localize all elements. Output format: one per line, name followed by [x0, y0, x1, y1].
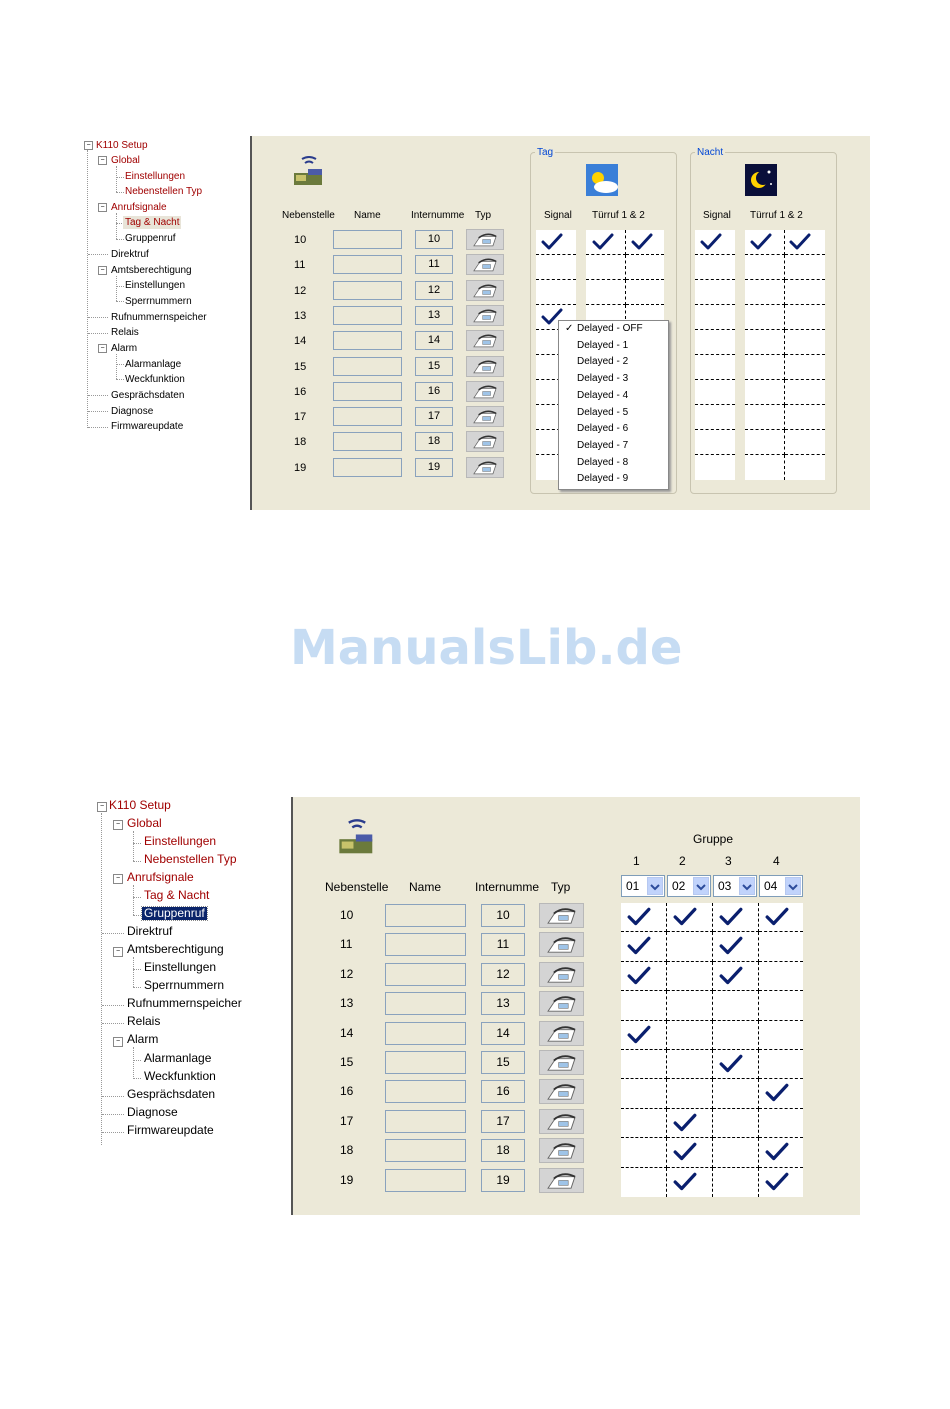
- tree-item-sperrnummern[interactable]: Sperrnummern: [144, 978, 225, 992]
- internal-number-field[interactable]: 18: [481, 1139, 525, 1162]
- tag-tuerruf1-cell[interactable]: [586, 255, 626, 280]
- moon-icon: [745, 164, 777, 196]
- extension-number: 16: [294, 385, 307, 398]
- tree-item-global[interactable]: Global: [111, 155, 140, 166]
- group-cell[interactable]: [621, 1079, 667, 1108]
- tree-item-relais[interactable]: Relais: [111, 327, 139, 338]
- tree-item-direktruf[interactable]: Direktruf: [111, 249, 149, 260]
- internal-number-field[interactable]: 11: [481, 933, 525, 956]
- tree-item-einstellungen[interactable]: Einstellungen: [144, 834, 217, 848]
- checkmark-icon: [627, 936, 651, 961]
- tag-tuerruf-header: Türruf 1 & 2: [592, 210, 645, 221]
- name-field[interactable]: [333, 407, 402, 426]
- tree-item-alarm[interactable]: Alarm: [111, 343, 138, 354]
- checkmark-icon: [627, 1025, 651, 1050]
- group-cell[interactable]: [621, 1168, 667, 1197]
- checkmark-icon: [719, 966, 743, 991]
- nacht-tuerruf1-cell[interactable]: [745, 330, 785, 355]
- collapse-icon[interactable]: −: [98, 203, 107, 212]
- internal-number-field[interactable]: 14: [415, 331, 453, 350]
- nacht-signal-cell[interactable]: [695, 455, 735, 480]
- nacht-tuerruf-column: [745, 230, 825, 480]
- menu-item-delay[interactable]: [559, 338, 668, 355]
- nacht-tuerruf1-cell[interactable]: [745, 430, 785, 455]
- nacht-tuerruf1-cell[interactable]: [745, 455, 785, 480]
- internal-number-field[interactable]: 10: [415, 230, 453, 249]
- name-field[interactable]: [333, 306, 402, 325]
- tree-item-anrufsignale[interactable]: Anrufsignale: [127, 870, 194, 884]
- tag-signal-cell[interactable]: [536, 280, 576, 305]
- group-cell[interactable]: [621, 991, 667, 1020]
- extension-number: 15: [340, 1055, 354, 1069]
- phone-type-icon[interactable]: [466, 280, 504, 301]
- nacht-signal-cell[interactable]: [695, 330, 735, 355]
- menu-item-label: Delayed - 8: [577, 456, 629, 468]
- checkmark-icon: [765, 907, 789, 932]
- tree-item-tag-nacht[interactable]: Tag & Nacht: [125, 217, 180, 228]
- collapse-icon[interactable]: −: [97, 802, 107, 812]
- internal-number-field[interactable]: 15: [481, 1051, 525, 1074]
- nacht-tuerruf2-cell[interactable]: [785, 405, 825, 430]
- checkmark-icon: [627, 907, 651, 932]
- col-header-internumme: Internumme: [475, 880, 540, 894]
- group-cell[interactable]: [621, 1109, 667, 1138]
- group-select-value: 03: [718, 879, 732, 893]
- tree-item-gespraechsdaten[interactable]: Gesprächsdaten: [111, 390, 185, 401]
- extension-number: 13: [294, 309, 307, 322]
- phone-type-icon[interactable]: [466, 356, 504, 377]
- menu-item-label: Delayed - 6: [577, 423, 629, 435]
- group-number-1: 1: [633, 854, 640, 868]
- tree-item-relais[interactable]: Relais: [127, 1014, 161, 1028]
- extension-number: 18: [294, 436, 307, 449]
- group-cell[interactable]: [759, 1050, 803, 1079]
- extension-number: 12: [340, 966, 354, 981]
- tree-item-einstellungen[interactable]: Einstellungen: [125, 171, 186, 182]
- tag-tuerruf2-cell[interactable]: [626, 280, 664, 305]
- internal-number-field[interactable]: 16: [415, 382, 453, 401]
- internal-number-field[interactable]: 11: [415, 255, 453, 274]
- checkmark-icon: [719, 907, 743, 932]
- extension-number: 13: [340, 996, 354, 1011]
- col-header-name: Name: [409, 880, 442, 894]
- panel-divider: [291, 797, 293, 1215]
- group-cell[interactable]: [713, 1079, 759, 1108]
- phone-type-icon[interactable]: [539, 1050, 584, 1075]
- name-field[interactable]: [385, 1169, 466, 1192]
- checkmark-icon: [627, 966, 651, 991]
- chevron-down-icon[interactable]: [647, 877, 663, 895]
- menu-item-delay[interactable]: [559, 321, 668, 338]
- collapse-icon[interactable]: −: [98, 266, 107, 275]
- col-header-name: Name: [354, 210, 381, 221]
- group-cell[interactable]: [667, 991, 713, 1020]
- tree-item-nebenstellen-typ[interactable]: Nebenstellen Typ: [144, 852, 237, 866]
- extension-number: 11: [294, 259, 306, 272]
- group-cell[interactable]: [621, 1138, 667, 1167]
- tree-view-2: [93, 797, 288, 1147]
- watermark-text: ManualsLib.de: [290, 620, 683, 676]
- extension-number: 14: [294, 335, 307, 348]
- extension-number: 17: [340, 1113, 354, 1128]
- menu-item-delay[interactable]: [559, 405, 668, 422]
- nacht-tuerruf2-cell[interactable]: [785, 355, 825, 380]
- check-mark-icon: ✓: [565, 323, 574, 334]
- group-cell[interactable]: [713, 1138, 759, 1167]
- phone-type-icon[interactable]: [539, 1138, 584, 1163]
- extension-number: 10: [294, 234, 307, 246]
- extension-number: 10: [340, 908, 354, 922]
- tree-item-gespraechsdaten[interactable]: Gesprächsdaten: [127, 1087, 216, 1101]
- nacht-tuerruf2-cell[interactable]: [785, 330, 825, 355]
- tree-item-gruppenruf[interactable]: Gruppenruf: [125, 233, 176, 244]
- name-field[interactable]: [333, 382, 402, 401]
- extension-number: 17: [294, 411, 307, 424]
- checkmark-icon: [765, 1172, 789, 1197]
- nacht-tuerruf1-cell[interactable]: [745, 405, 785, 430]
- menu-item-label: Delayed - 4: [577, 389, 629, 401]
- group-cell[interactable]: [759, 1109, 803, 1138]
- phone-type-icon[interactable]: [466, 229, 504, 250]
- phone-type-icon[interactable]: [466, 305, 504, 326]
- group-cell[interactable]: [667, 1050, 713, 1079]
- tree-item-tag-nacht[interactable]: Tag & Nacht: [144, 888, 210, 902]
- extension-number: 19: [340, 1172, 354, 1187]
- name-field[interactable]: [385, 1139, 466, 1162]
- group-cell[interactable]: [713, 991, 759, 1020]
- nacht-tuerruf2-cell[interactable]: [785, 455, 825, 480]
- tag-tuerruf2-cell[interactable]: [626, 255, 664, 280]
- nacht-signal-cell[interactable]: [695, 255, 735, 280]
- internal-number-field[interactable]: 17: [481, 1110, 525, 1133]
- tree-item-alarmanlage[interactable]: Alarmanlage: [144, 1051, 212, 1065]
- group-number-3: 3: [725, 854, 732, 868]
- phone-type-icon[interactable]: [539, 1021, 584, 1046]
- collapse-icon[interactable]: −: [98, 344, 107, 353]
- tree-root[interactable]: K110 Setup: [96, 140, 148, 151]
- tree-item-rufnummernspeicher[interactable]: Rufnummernspeicher: [111, 312, 207, 323]
- menu-item-delay[interactable]: [559, 471, 668, 488]
- group-select-3[interactable]: [713, 875, 757, 897]
- tree-item-sperrnummern[interactable]: Sperrnummern: [125, 296, 192, 307]
- col-header-nebenstelle: Nebenstelle: [282, 210, 335, 221]
- menu-item-delay[interactable]: [559, 354, 668, 371]
- nacht-signal-cell[interactable]: [695, 355, 735, 380]
- extension-number: 14: [340, 1025, 354, 1040]
- phone-type-icon[interactable]: [539, 932, 584, 957]
- nacht-signal-header: Signal: [703, 210, 731, 221]
- tree-item-weckfunktion[interactable]: Weckfunktion: [125, 374, 185, 385]
- col-header-typ: Typ: [475, 210, 492, 221]
- collapse-icon[interactable]: −: [113, 947, 123, 957]
- group-cell[interactable]: [759, 991, 803, 1020]
- menu-item-label: Delayed - 2: [577, 356, 629, 368]
- nacht-tuerruf-header: Türruf 1 & 2: [750, 210, 803, 221]
- internal-number-field[interactable]: 10: [481, 904, 525, 927]
- internal-number-field[interactable]: 13: [415, 306, 453, 325]
- internal-number-field[interactable]: 16: [481, 1080, 525, 1103]
- group-cell[interactable]: [667, 932, 713, 961]
- checkmark-icon: [700, 233, 722, 256]
- menu-item-label: Delayed - OFF: [577, 323, 643, 334]
- nacht-tuerruf2-cell[interactable]: [785, 430, 825, 455]
- tree-item-amtsberechtigung[interactable]: Amtsberechtigung: [111, 265, 192, 276]
- tree-item-diagnose[interactable]: Diagnose: [111, 406, 154, 417]
- group-cell[interactable]: [759, 1021, 803, 1050]
- col-header-typ: Typ: [551, 880, 571, 894]
- extension-number: 11: [340, 937, 353, 952]
- nacht-tuerruf1-cell[interactable]: [745, 255, 785, 280]
- group-select-value: 04: [764, 879, 778, 893]
- collapse-icon[interactable]: −: [98, 156, 107, 165]
- name-field[interactable]: [385, 992, 466, 1015]
- name-field[interactable]: [385, 1110, 466, 1133]
- tree-item-anrufsignale[interactable]: Anrufsignale: [111, 202, 167, 213]
- phone-type-icon[interactable]: [466, 330, 504, 351]
- internal-number-field[interactable]: 13: [481, 992, 525, 1015]
- tree-item-nebenstellen-typ[interactable]: Nebenstellen Typ: [125, 186, 203, 197]
- phone-type-icon[interactable]: [539, 991, 584, 1016]
- checkmark-icon: [719, 936, 743, 961]
- tree-item-einstellungen-2[interactable]: Einstellungen: [125, 280, 186, 291]
- phone-type-icon[interactable]: [466, 457, 504, 478]
- tree-item-direktruf[interactable]: Direktruf: [127, 924, 173, 938]
- nacht-signal-cell[interactable]: [695, 405, 735, 430]
- name-field[interactable]: [385, 1022, 466, 1045]
- phone-type-icon[interactable]: [466, 431, 504, 452]
- name-field[interactable]: [385, 904, 466, 927]
- nacht-signal-cell[interactable]: [695, 380, 735, 405]
- checkmark-icon: [765, 1142, 789, 1167]
- name-field[interactable]: [385, 963, 466, 986]
- collapse-icon[interactable]: −: [113, 820, 123, 830]
- group-select-value: 02: [672, 879, 686, 893]
- nacht-tuerruf2-cell[interactable]: [785, 280, 825, 305]
- group-cell[interactable]: [667, 1079, 713, 1108]
- checkmark-icon: [765, 1083, 789, 1108]
- checkmark-icon: [673, 907, 697, 932]
- name-field[interactable]: [333, 281, 402, 300]
- extension-number: 15: [294, 360, 307, 373]
- name-field[interactable]: [385, 1080, 466, 1103]
- menu-item-delay[interactable]: [559, 455, 668, 472]
- group-cell[interactable]: [713, 1109, 759, 1138]
- extension-number: 19: [294, 461, 307, 474]
- tree-item-weckfunktion[interactable]: Weckfunktion: [144, 1069, 216, 1083]
- tree-item-firmwareupdate[interactable]: Firmwareupdate: [111, 421, 184, 432]
- internal-number-field[interactable]: 18: [415, 432, 453, 451]
- internal-number-field[interactable]: 19: [481, 1169, 525, 1192]
- internal-number-field[interactable]: 15: [415, 357, 453, 376]
- nacht-signal-cell[interactable]: [695, 305, 735, 330]
- sun-icon: [586, 164, 618, 196]
- collapse-icon[interactable]: −: [113, 1037, 123, 1047]
- tag-tuerruf1-cell[interactable]: [586, 280, 626, 305]
- menu-item-label: Delayed - 9: [577, 473, 629, 485]
- name-field[interactable]: [385, 1051, 466, 1074]
- group-cell[interactable]: [713, 1021, 759, 1050]
- checkmark-icon: [592, 233, 614, 256]
- name-field[interactable]: [333, 255, 402, 274]
- name-field[interactable]: [333, 432, 402, 451]
- chevron-down-icon[interactable]: [739, 877, 755, 895]
- group-select-4[interactable]: [759, 875, 803, 897]
- panel-divider: [250, 136, 252, 510]
- extension-number: 12: [294, 284, 307, 297]
- menu-item-delay[interactable]: [559, 388, 668, 405]
- tree-item-diagnose[interactable]: Diagnose: [127, 1105, 178, 1119]
- tree-item-amtsberechtigung[interactable]: Amtsberechtigung: [127, 942, 224, 956]
- internal-number-field[interactable]: 12: [481, 963, 525, 986]
- phone-transfer-icon: [337, 818, 377, 858]
- internal-number-field[interactable]: 14: [481, 1022, 525, 1045]
- tree-view-1: [80, 136, 245, 436]
- nacht-signal-cell[interactable]: [695, 280, 735, 305]
- phone-type-icon[interactable]: [466, 254, 504, 275]
- checkmark-icon: [673, 1172, 697, 1197]
- chevron-down-icon[interactable]: [693, 877, 709, 895]
- phone-type-icon[interactable]: [539, 962, 584, 987]
- phone-transfer-icon: [292, 155, 326, 189]
- tree-item-firmwareupdate[interactable]: Firmwareupdate: [127, 1123, 214, 1137]
- tree-root[interactable]: K110 Setup: [109, 798, 171, 812]
- col-header-internumme: Internumme: [411, 210, 465, 221]
- tree-item-alarm[interactable]: Alarm: [127, 1032, 159, 1046]
- group-number-2: 2: [679, 854, 686, 868]
- phone-type-icon[interactable]: [539, 1109, 584, 1134]
- menu-item-label: Delayed - 3: [577, 373, 629, 385]
- name-field[interactable]: [333, 230, 402, 249]
- internal-number-field[interactable]: 12: [415, 281, 453, 300]
- group-select-2[interactable]: [667, 875, 711, 897]
- nacht-tuerruf2-cell[interactable]: [785, 380, 825, 405]
- tag-group-label: Tag: [537, 147, 554, 158]
- nacht-group-label: Nacht: [697, 147, 724, 158]
- phone-type-icon[interactable]: [466, 381, 504, 402]
- internal-number-field[interactable]: 17: [415, 407, 453, 426]
- tree-item-rufnummernspeicher[interactable]: Rufnummernspeicher: [127, 996, 242, 1010]
- extension-number: 16: [340, 1084, 354, 1099]
- group-cell[interactable]: [759, 932, 803, 961]
- checkmark-icon: [789, 233, 811, 256]
- group-select-1[interactable]: [621, 875, 665, 897]
- nacht-signal-column: [695, 230, 735, 480]
- group-number-4: 4: [773, 854, 780, 868]
- tag-signal-cell[interactable]: [536, 255, 576, 280]
- name-field[interactable]: [333, 357, 402, 376]
- nacht-tuerruf1-cell[interactable]: [745, 280, 785, 305]
- phone-type-icon[interactable]: [539, 1168, 584, 1193]
- delay-context-menu[interactable]: [558, 320, 669, 490]
- col-header-nebenstelle: Nebenstelle: [325, 880, 389, 894]
- nacht-tuerruf1-cell[interactable]: [745, 305, 785, 330]
- menu-item-label: Delayed - 5: [577, 406, 629, 418]
- group-cell[interactable]: [667, 1021, 713, 1050]
- checkmark-icon: [673, 1142, 697, 1167]
- nacht-signal-cell[interactable]: [695, 430, 735, 455]
- menu-item-label: Delayed - 7: [577, 439, 629, 451]
- tree-item-global[interactable]: Global: [127, 816, 162, 830]
- checkmark-icon: [719, 1054, 743, 1079]
- checkmark-icon: [673, 1113, 697, 1138]
- menu-item-delay[interactable]: [559, 438, 668, 455]
- group-cell[interactable]: [759, 962, 803, 991]
- group-cell[interactable]: [621, 1050, 667, 1079]
- menu-item-label: Delayed - 1: [577, 339, 629, 351]
- collapse-icon[interactable]: −: [84, 141, 93, 150]
- group-select-value: 01: [626, 879, 640, 893]
- checkmark-icon: [750, 233, 772, 256]
- phone-type-icon[interactable]: [539, 903, 584, 928]
- checkmark-icon: [631, 233, 653, 256]
- name-field[interactable]: [385, 933, 466, 956]
- tree-item-gruppenruf[interactable]: Gruppenruf: [144, 906, 205, 920]
- tree-item-einstellungen-2[interactable]: Einstellungen: [144, 960, 217, 974]
- nacht-tuerruf1-cell[interactable]: [745, 355, 785, 380]
- menu-item-delay[interactable]: [559, 421, 668, 438]
- internal-number-field[interactable]: 19: [415, 458, 453, 477]
- chevron-down-icon[interactable]: [785, 877, 801, 895]
- nacht-tuerruf2-cell[interactable]: [785, 255, 825, 280]
- tag-signal-header: Signal: [544, 210, 572, 221]
- tree-item-alarmanlage[interactable]: Alarmanlage: [125, 359, 182, 370]
- name-field[interactable]: [333, 331, 402, 350]
- checkmark-icon: [541, 233, 563, 256]
- menu-item-delay[interactable]: [559, 371, 668, 388]
- group-cell[interactable]: [713, 1168, 759, 1197]
- nacht-tuerruf2-cell[interactable]: [785, 305, 825, 330]
- collapse-icon[interactable]: −: [113, 874, 123, 884]
- nacht-tuerruf1-cell[interactable]: [745, 380, 785, 405]
- gruppe-label: Gruppe: [693, 832, 734, 846]
- name-field[interactable]: [333, 458, 402, 477]
- extension-number: 18: [340, 1143, 354, 1158]
- phone-type-icon[interactable]: [539, 1079, 584, 1104]
- phone-type-icon[interactable]: [466, 406, 504, 427]
- group-cell[interactable]: [667, 962, 713, 991]
